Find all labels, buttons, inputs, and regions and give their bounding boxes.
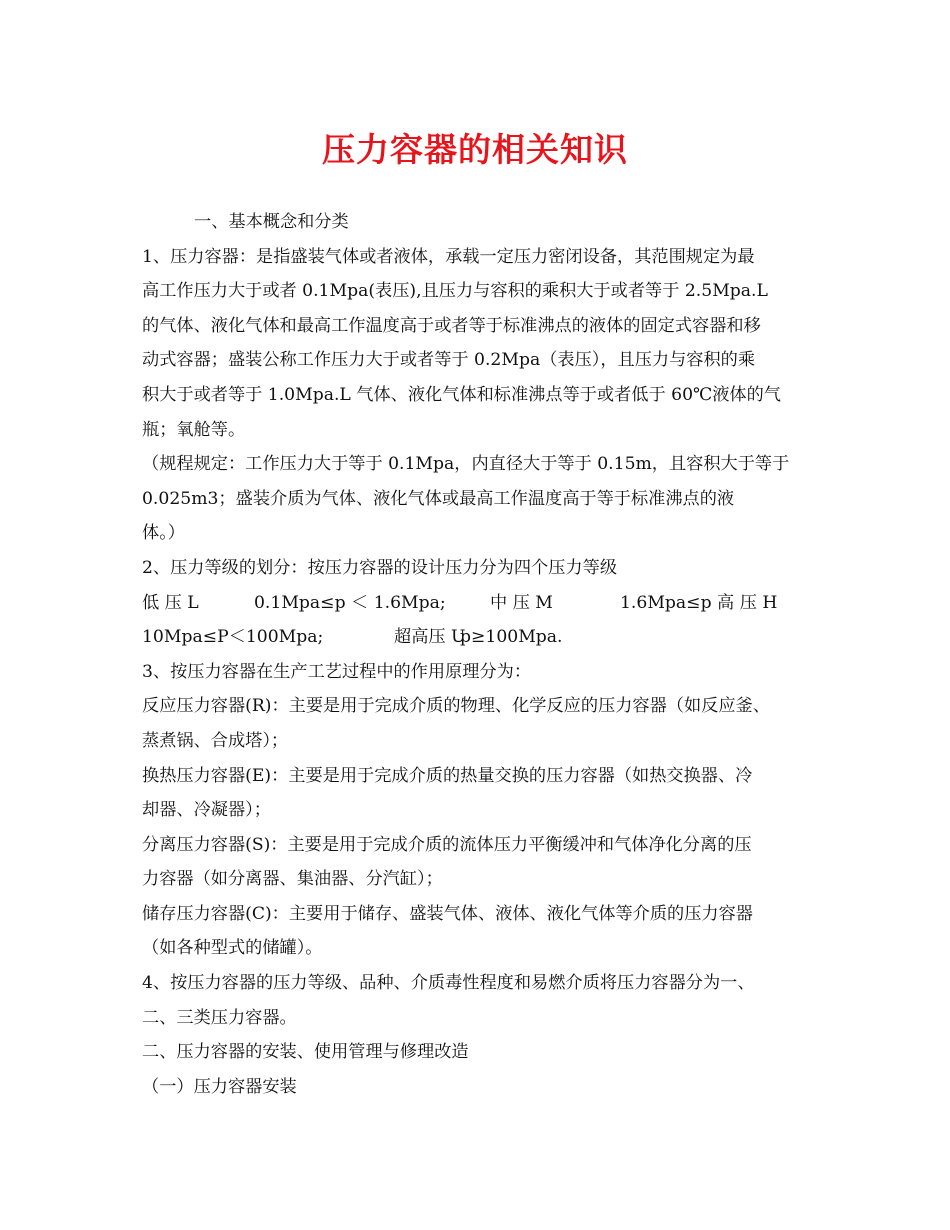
paragraph-line: 储存压力容器(C)：主要用于储存、盛装气体、液体、液化气体等介质的压力容器 bbox=[142, 903, 753, 924]
paragraph-line: 却器、冷凝器）； bbox=[142, 800, 271, 821]
section-heading-installation-management: 二、压力容器的安装、使用管理与修理改造 bbox=[142, 1042, 469, 1063]
paragraph-line: 换热压力容器(E)：主要是用于完成介质的热量交换的压力容器（如热交换器、冷 bbox=[142, 765, 753, 786]
grade-ultra-high-label: 超高压 U bbox=[394, 627, 466, 648]
paragraph-line: 积大于或者等于 1.0Mpa.L 气体、液化气体和标准沸点等于或者低于 60℃液体的气 bbox=[142, 384, 781, 405]
paragraph-line: 力容器（如分离器、集油器、分汽缸）； bbox=[142, 869, 443, 890]
paragraph-line: 分离压力容器(S)：主要是用于完成介质的流体压力平衡缓冲和气体净化分离的压 bbox=[142, 834, 752, 855]
paragraph-line: 1、压力容器：是指盛装气体或者液体，承载一定压力密闭设备，其范围规定为最 bbox=[142, 246, 755, 267]
paragraph-line: 高工作压力大于或者 0.1Mpa(表压),且压力与容积的乘积大于或者等于 2.5Mpa.L bbox=[142, 281, 768, 302]
paragraph-line: 瓶；氧舱等。 bbox=[142, 419, 246, 440]
grade-ultra-high-range: p≥100Mpa. bbox=[460, 627, 563, 648]
paragraph-line: 体。） bbox=[142, 523, 185, 544]
paragraph-line: （规程规定：工作压力大于等于 0.1Mpa，内直径大于等于 0.15m，且容积大于等于 bbox=[142, 454, 790, 475]
pressure-grade-row bbox=[142, 586, 832, 621]
grade-low-label: 低 压 L bbox=[142, 592, 199, 613]
paragraph-line: 二、三类压力容器。 bbox=[142, 1007, 297, 1028]
paragraph-line: 反应压力容器(R)：主要是用于完成介质的物理、化学反应的压力容器（如反应釜、 bbox=[142, 696, 770, 717]
grade-medium-label: 中 压 M bbox=[490, 592, 553, 613]
paragraph-line: 动式容器；盛装公称工作压力大于或者等于 0.2Mpa（表压），且压力与容积的乘 bbox=[142, 350, 756, 371]
paragraph-line: （如各种型式的储罐）。 bbox=[142, 938, 323, 959]
pressure-grade-row bbox=[142, 620, 832, 655]
document-body bbox=[142, 205, 832, 1104]
paragraph-line: 3、按压力容器在生产工艺过程中的作用原理分为： bbox=[142, 661, 532, 682]
paragraph-line: 的气体、液化气体和最高工作温度高于或者等于标准沸点的液体的固定式容器和移 bbox=[142, 315, 761, 336]
paragraph-line: 2、压力等级的划分：按压力容器的设计压力分为四个压力等级 bbox=[142, 557, 618, 578]
document-title: 压力容器的相关知识 bbox=[322, 130, 628, 169]
paragraph-line: 0.025m3；盛装介质为气体、液化气体或最高工作温度高于等于标准沸点的液 bbox=[142, 488, 735, 509]
paragraph-line: 4、按压力容器的压力等级、品种、介质毒性程度和易燃介质将压力容器分为一、 bbox=[142, 973, 755, 994]
subsection-heading-installation: （一）压力容器安装 bbox=[142, 1076, 297, 1097]
section-heading-basic-concepts: 一、基本概念和分类 bbox=[194, 212, 349, 232]
paragraph-line: 蒸煮锅、合成塔）； bbox=[142, 730, 289, 751]
grade-medium-range: 1.6Mpa≤p 高 压 H bbox=[620, 592, 778, 613]
grade-low-range: 0.1Mpa≤p ＜ 1.6Mpa; bbox=[254, 592, 446, 613]
grade-high-range: 10Mpa≤P＜100Mpa; bbox=[142, 627, 324, 648]
